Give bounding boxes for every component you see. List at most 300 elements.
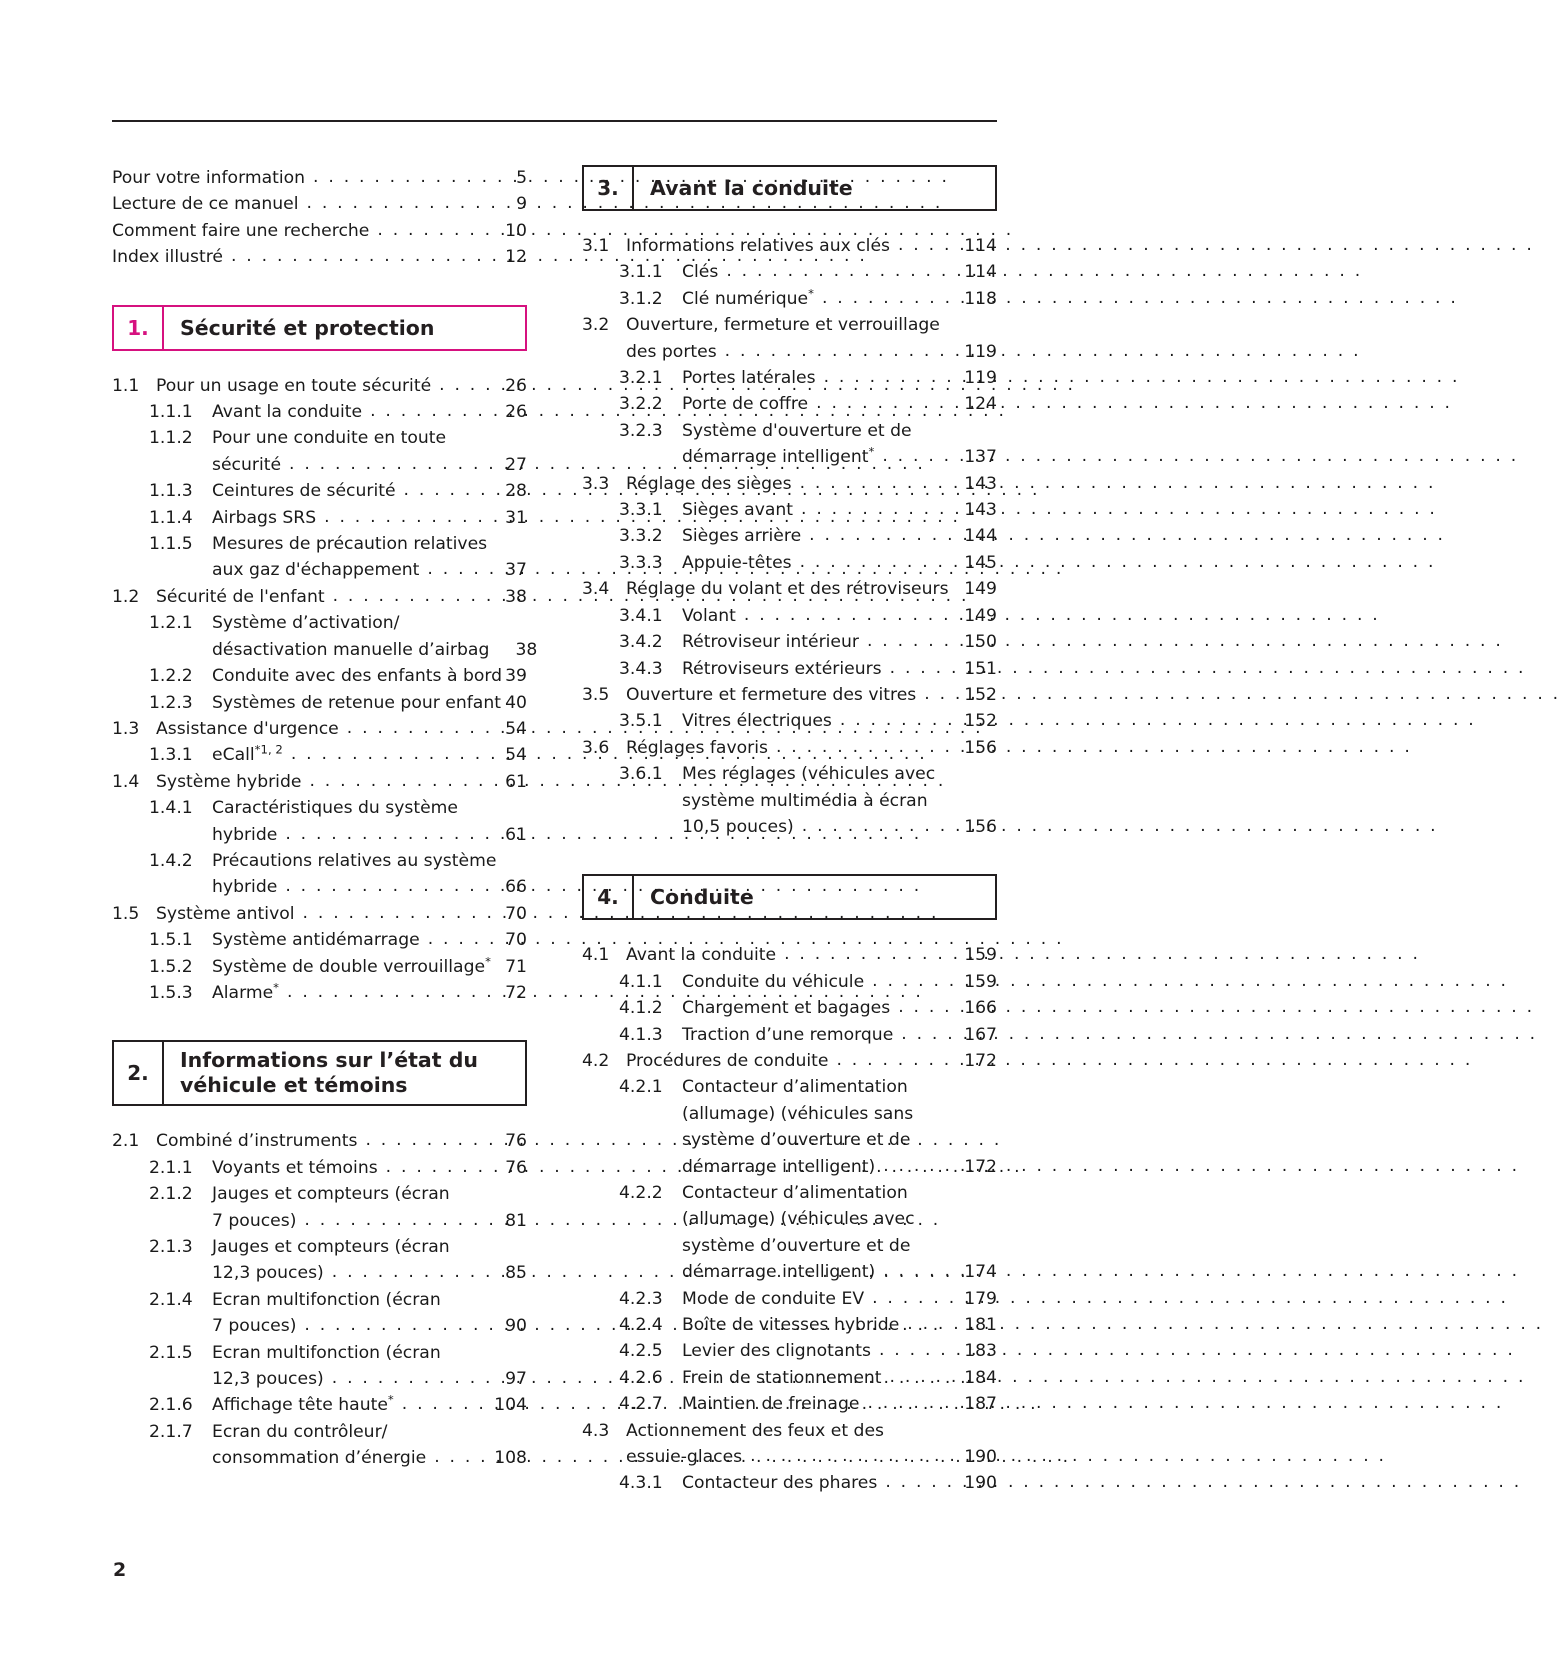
dot-leader	[816, 396, 957, 418]
toc-entry-label: Réglage du volant et des rétroviseurs	[626, 579, 949, 600]
section-number: 4.	[584, 876, 634, 918]
toc-entry-number: 1.1.5	[149, 534, 193, 555]
toc-entry-line	[212, 637, 538, 663]
toc-entry[interactable]	[112, 663, 527, 689]
toc-entry-page: 179	[964, 1288, 997, 1309]
toc-entry-label: Boîte de vitesses hybride	[682, 1315, 900, 1336]
section-title: Conduite	[650, 885, 754, 910]
dot-leader	[333, 588, 487, 610]
toc-entry-label: Mode de conduite EV	[682, 1288, 865, 1309]
toc-entry-label: hybride	[212, 824, 278, 845]
dot-leader	[324, 509, 487, 531]
toc-entry-label: Porte de coffre	[682, 394, 809, 415]
toc-entry-number: 4.3.1	[619, 1473, 663, 1494]
toc-entry-number: 3.3.3	[619, 552, 663, 573]
dot-leader	[404, 483, 487, 505]
toc-entry-line	[682, 1233, 997, 1259]
toc-entry-page: 72	[505, 982, 527, 1003]
dot-leader	[309, 773, 487, 795]
toc-entry[interactable]	[112, 901, 527, 927]
toc-entry-label-wrap	[682, 1286, 957, 1312]
toc-entry[interactable]	[112, 690, 527, 716]
dot-leader	[890, 1369, 957, 1391]
front-matter-list	[112, 165, 527, 271]
dot-leader	[744, 607, 957, 629]
front-matter-page: 9	[516, 194, 527, 215]
toc-entry-line	[212, 1208, 527, 1234]
toc-entry-label: Pour un usage en toute sécurité	[156, 375, 432, 396]
toc-entry[interactable]	[582, 286, 997, 312]
toc-entry-number: 1.2	[112, 586, 140, 607]
toc-entry-label-wrap	[682, 656, 957, 682]
toc-entry-label: (allumage) (véhicules avec	[682, 1209, 915, 1230]
toc-entry-label: Mesures de précaution relatives	[212, 534, 488, 555]
toc-entry-number: 3.4	[582, 579, 610, 600]
dot-leader	[800, 554, 957, 576]
toc-entry-page: 70	[505, 930, 527, 951]
toc-entry-label: Contacteur des phares	[682, 1473, 878, 1494]
toc-entry-label: Procédures de conduite	[626, 1050, 829, 1071]
toc-entry[interactable]	[112, 716, 527, 742]
toc-entry-number: 3.2.2	[619, 394, 663, 415]
page-top-rule	[112, 120, 997, 122]
toc-entry-number: 4.3	[582, 1420, 610, 1441]
footnote-mark: *	[387, 1392, 394, 1407]
toc-entry-label: Alarme*	[212, 980, 279, 1003]
toc-entry[interactable]	[112, 505, 527, 531]
front-matter-entry[interactable]	[112, 165, 527, 191]
toc-entry-page: 187	[964, 1394, 997, 1415]
toc-entry-label: Frein de stationnement	[682, 1367, 882, 1388]
toc-entry-page: 26	[505, 402, 527, 423]
toc-entry-page: 76	[505, 1157, 527, 1178]
toc-entry[interactable]	[112, 954, 527, 980]
section-header[interactable]	[112, 305, 527, 351]
toc-entry-number: 4.2.4	[619, 1315, 663, 1336]
dot-leader	[434, 1450, 487, 1472]
toc-entry-label-block	[212, 1340, 527, 1393]
dot-leader	[776, 739, 957, 761]
front-matter-entry[interactable]	[112, 244, 527, 270]
toc-entry[interactable]	[582, 629, 997, 655]
dot-leader	[370, 403, 487, 425]
dot-leader	[231, 249, 487, 271]
toc-entry-label: Levier des clignotants	[682, 1341, 871, 1362]
toc-entry[interactable]	[582, 312, 997, 365]
toc-entry-page: 184	[964, 1367, 997, 1388]
toc-entry-label-wrap	[212, 690, 501, 716]
toc-entry-number: 3.6	[582, 737, 610, 758]
dot-leader	[885, 1475, 957, 1497]
toc-entry-page: 152	[964, 711, 997, 732]
toc-entry-page: 39	[505, 666, 527, 687]
toc-entry-page: 119	[964, 341, 997, 362]
section-header[interactable]	[112, 1040, 527, 1106]
toc-entry-label-wrap	[212, 505, 487, 531]
toc-entry-number: 2.1.3	[149, 1237, 193, 1257]
toc-entry-number: 3.2.3	[619, 420, 663, 441]
toc-entry-number: 4.1.1	[619, 971, 663, 992]
section-number: 2.	[114, 1042, 164, 1104]
toc-entry-line	[212, 1234, 527, 1260]
toc-entry-label: Système hybride	[156, 771, 302, 792]
toc-entry-number: 1.1.1	[149, 402, 193, 423]
toc-entry-number: 3.2.1	[619, 368, 663, 389]
toc-entry-number: 1.4.2	[149, 850, 193, 871]
toc-entry[interactable]	[112, 848, 527, 901]
toc-entry-label: Ecran multifonction (écran	[212, 1342, 441, 1363]
toc-entry-label: 12,3 pouces)	[212, 1263, 324, 1284]
toc-entry-line	[626, 312, 997, 338]
toc-entry-line	[626, 339, 997, 365]
toc-entry-page: 108	[494, 1448, 527, 1469]
toc-entry-line	[682, 1101, 997, 1127]
toc-entry-number: 1.3	[112, 718, 140, 739]
toc-entry-page: 40	[505, 692, 527, 713]
front-matter-label: Index illustré	[112, 247, 223, 268]
toc-entry-label-wrap	[682, 1338, 957, 1364]
toc-entry-line	[212, 610, 527, 636]
toc-entry-number: 4.1	[582, 945, 610, 966]
toc-entry-label-block	[212, 610, 538, 663]
toc-entry-label: Conduite du véhicule	[682, 971, 865, 992]
toc-entry[interactable]	[582, 1338, 997, 1364]
toc-entry-number: 3.4.2	[619, 632, 663, 653]
toc-entry-line	[212, 425, 527, 451]
toc-entry-label-wrap	[212, 742, 487, 768]
dot-leader	[824, 369, 957, 391]
toc-entry-page: 166	[964, 998, 997, 1019]
toc-entry-page: 145	[964, 552, 997, 573]
toc-entry-page: 143	[964, 473, 997, 494]
toc-entry-number: 1.5.3	[149, 982, 193, 1003]
toc-entry-page: 190	[964, 1473, 997, 1494]
toc-entry-label: Actionnement des feux et des	[626, 1420, 884, 1441]
toc-entry-label: Appuie-têtes	[682, 552, 792, 573]
toc-entry[interactable]	[112, 425, 527, 478]
toc-entry[interactable]	[582, 1470, 997, 1496]
toc-entry-number: 2.1.7	[149, 1421, 193, 1442]
front-matter-label-wrap	[112, 191, 487, 217]
toc-entry-page: 70	[505, 903, 527, 924]
dot-leader	[291, 747, 487, 769]
front-matter-page: 10	[505, 220, 527, 241]
dot-leader	[867, 1396, 957, 1418]
toc-entry-page: 172	[964, 1050, 997, 1071]
toc-entry[interactable]	[112, 478, 527, 504]
dot-leader	[428, 932, 487, 954]
section-title: Avant la conduite	[650, 176, 853, 200]
toc-entry-label: Ceintures de sécurité	[212, 481, 396, 502]
toc-entry-page: 37	[505, 560, 527, 581]
toc-entry-page: 183	[964, 1341, 997, 1362]
toc-entry-number: 1.3.1	[149, 745, 193, 766]
toc-entry[interactable]	[582, 656, 997, 682]
toc-entry-page: 85	[505, 1263, 527, 1284]
toc-entry-line	[626, 1418, 997, 1444]
dot-leader	[882, 449, 957, 471]
toc-entry-label: Mes réglages (véhicules avec	[682, 764, 936, 785]
footnote-mark: *	[485, 953, 491, 968]
toc-entry-label: Vitres électriques	[682, 711, 832, 732]
toc-entry-label: Voyants et témoins	[212, 1157, 378, 1178]
toc-entry-page: 156	[964, 737, 997, 758]
toc-entry[interactable]	[112, 399, 527, 425]
toc-entry-label-wrap	[156, 901, 487, 927]
toc-entry-label-wrap	[156, 1128, 487, 1154]
dot-leader	[365, 1133, 487, 1155]
toc-entry-line	[212, 557, 527, 583]
dot-leader	[726, 264, 957, 286]
toc-entry-label: 7 pouces)	[212, 1210, 297, 1231]
toc-entry[interactable]	[582, 1286, 997, 1312]
toc-entry-page: 144	[964, 526, 997, 547]
dot-leader	[809, 528, 957, 550]
dot-leader	[890, 660, 957, 682]
toc-entry-page: 28	[505, 481, 527, 502]
toc-entry-number: 4.2.3	[619, 1288, 663, 1309]
toc-entry-label-wrap	[156, 373, 487, 399]
toc-entry-page: 174	[964, 1262, 997, 1283]
footnote-mark: *1, 2	[254, 742, 283, 757]
toc-entry-line	[212, 1313, 527, 1339]
dot-leader	[801, 501, 957, 523]
dot-leader	[285, 879, 487, 901]
front-matter-page: 5	[516, 168, 527, 188]
toc-entry-line	[212, 795, 527, 821]
footnote-mark: *	[273, 980, 279, 995]
toc-entry[interactable]	[112, 1181, 527, 1234]
dot-leader	[800, 475, 957, 497]
toc-entry[interactable]	[112, 927, 527, 953]
toc-entry-page: 137	[964, 447, 997, 468]
toc-entry-label-block	[212, 1287, 527, 1340]
toc-entry-label: Portes latérales	[682, 368, 816, 389]
toc-entry-page: 151	[964, 658, 997, 679]
toc-entry[interactable]	[112, 742, 527, 768]
front-matter-label: Lecture de ce manuel	[112, 194, 299, 215]
dot-leader	[427, 562, 487, 584]
toc-entry[interactable]	[112, 1128, 527, 1154]
toc-columns	[112, 165, 997, 1497]
toc-entry-label-block	[212, 848, 527, 901]
toc-entry-page: 97	[505, 1369, 527, 1390]
toc-entry-number: 1.5.2	[149, 956, 193, 977]
toc-entry-line	[682, 1074, 997, 1100]
dot-leader	[901, 1026, 957, 1048]
toc-entry[interactable]	[112, 1392, 527, 1418]
toc-entry-label: Précautions relatives au système	[212, 850, 497, 871]
toc-entry[interactable]	[582, 682, 997, 708]
toc-entry-page: 31	[505, 507, 527, 528]
dot-leader	[898, 237, 957, 259]
toc-entry-number: 3.4.3	[619, 658, 663, 679]
toc-entry[interactable]	[112, 769, 527, 795]
toc-entry-label: Système d’activation/	[212, 613, 400, 634]
toc-column-left	[112, 165, 538, 1497]
toc-entry-label: Ouverture, fermeture et verrouillage	[626, 315, 940, 336]
toc-entry-label: Contacteur d’alimentation	[682, 1077, 908, 1098]
toc-entry-page: 118	[964, 288, 997, 309]
toc-entry[interactable]	[112, 373, 527, 399]
toc-entry-label: Réglage des sièges	[626, 473, 792, 494]
front-matter-label-wrap	[112, 244, 487, 270]
toc-entry-line	[212, 1260, 527, 1286]
dot-leader	[386, 1159, 487, 1181]
toc-entry[interactable]	[112, 1340, 527, 1393]
toc-entry-label: Système de double verrouillage*	[212, 953, 491, 977]
toc-entry-label: (allumage) (véhicules sans	[682, 1103, 914, 1124]
toc-entry-number: 1.4.1	[149, 798, 193, 819]
toc-entry-line	[212, 822, 527, 848]
toc-entry-label: consommation d’énergie	[212, 1448, 427, 1469]
toc-entry-page: 159	[964, 945, 997, 966]
toc-entry-label: Ecran du contrôleur/	[212, 1421, 388, 1442]
toc-entry-label: 7 pouces)	[212, 1316, 297, 1337]
toc-entry-number: 3.4.1	[619, 605, 663, 626]
toc-entry-number: 1.2.2	[149, 666, 193, 687]
dot-leader	[304, 1318, 487, 1340]
dot-leader	[883, 1158, 957, 1180]
toc-entry-number: 3.3	[582, 473, 610, 494]
toc-entry-label-wrap	[156, 716, 487, 742]
dot-leader	[347, 720, 487, 742]
toc-entry-number: 1.2.3	[149, 692, 193, 713]
toc-entry-label: Rétroviseur intérieur	[682, 632, 859, 653]
toc-entry-label: système d’ouverture et de	[682, 1235, 911, 1256]
toc-entry-number: 3.1	[582, 236, 610, 256]
toc-entry-number: 1.1	[112, 375, 140, 396]
front-matter-entry[interactable]	[112, 191, 527, 217]
toc-entry[interactable]	[112, 584, 527, 610]
front-matter-label: Pour votre information	[112, 168, 306, 188]
dot-leader	[377, 222, 487, 244]
toc-entry-page: 114	[964, 262, 997, 283]
toc-entry[interactable]	[112, 531, 527, 584]
section-number: 3.	[584, 167, 634, 209]
toc-entry[interactable]	[112, 795, 527, 848]
toc-entry-number: 1.1.4	[149, 507, 193, 528]
dot-leader	[332, 1370, 487, 1392]
toc-entry-label: Sécurité de l'enfant	[156, 586, 325, 607]
toc-entry-number: 3.5.1	[619, 711, 663, 732]
dot-leader	[898, 1000, 957, 1022]
toc-entry-label-wrap	[212, 478, 487, 504]
toc-entry-number: 1.1.3	[149, 481, 193, 502]
front-matter-entry[interactable]	[112, 218, 527, 244]
toc-entry[interactable]	[582, 1048, 997, 1074]
toc-entry[interactable]	[112, 980, 527, 1006]
toc-entry-page: 119	[964, 368, 997, 389]
toc-entry-label-wrap	[626, 1048, 957, 1074]
toc-entry-number: 2.1.5	[149, 1342, 193, 1363]
toc-entry-label: désactivation manuelle d’airbag	[212, 639, 490, 660]
toc-entry-page: 38	[515, 639, 538, 660]
toc-entry-label: 10,5 pouces)	[682, 816, 794, 837]
dot-leader	[313, 169, 487, 191]
toc-entry-label: Traction d’une remorque	[682, 1024, 894, 1045]
toc-entry-label: Conduite avec des enfants à bord	[212, 666, 503, 687]
toc-entry-number: 3.6.1	[619, 764, 663, 785]
toc-entry[interactable]	[112, 1234, 527, 1287]
toc-entry-label-wrap	[156, 584, 487, 610]
toc-entry-page: 167	[964, 1024, 997, 1045]
toc-entry-number: 4.1.2	[619, 998, 663, 1019]
toc-entry-label: Ecran multifonction (écran	[212, 1289, 441, 1310]
toc-entry-label: Système d'ouverture et de	[682, 420, 912, 441]
toc-entry-label: Jauges et compteurs (écran	[212, 1184, 450, 1205]
toc-entry-line	[212, 1445, 527, 1471]
toc-entry-number: 1.5	[112, 903, 140, 924]
dot-leader	[307, 196, 487, 218]
toc-entry-label: Combiné d’instruments	[156, 1131, 358, 1152]
toc-entry-line	[212, 452, 527, 478]
dot-leader	[872, 1290, 957, 1312]
toc-entry-number: 2.1.6	[149, 1395, 193, 1416]
toc-entry-number: 1.1.2	[149, 428, 193, 449]
toc-entry-line	[212, 874, 527, 900]
front-matter-label-wrap	[112, 218, 487, 244]
toc-entry-label: Clés	[682, 262, 719, 283]
toc-entry-label: Sièges arrière	[682, 526, 802, 547]
toc-entry[interactable]	[582, 1022, 997, 1048]
toc-entry-number: 2.1.1	[149, 1157, 193, 1178]
toc-entry-label-wrap	[212, 399, 487, 425]
toc-entry-number: 2.1.2	[149, 1184, 193, 1205]
toc-entry[interactable]	[112, 610, 538, 663]
toc-entry-label: Assistance d'urgence	[156, 718, 339, 739]
toc-entry-label-wrap	[682, 629, 957, 655]
toc-entry-line	[212, 848, 527, 874]
toc-entry-label: des portes	[626, 341, 717, 362]
toc-entry-line	[212, 1366, 527, 1392]
front-matter-label: Comment faire une recherche	[112, 220, 370, 241]
dot-leader	[867, 634, 957, 656]
toc-entry-number: 4.2.1	[619, 1077, 663, 1098]
toc-entry[interactable]	[112, 1287, 527, 1340]
toc-entry-number: 4.1.3	[619, 1024, 663, 1045]
dot-leader	[802, 818, 957, 840]
front-matter-label-wrap	[112, 165, 487, 191]
toc-entry-page: 81	[505, 1210, 527, 1231]
toc-entry-page: 71	[505, 956, 527, 977]
toc-entry-page: 61	[505, 824, 527, 845]
toc-entry-label: Système antidémarrage	[212, 930, 420, 951]
toc-entry-number: 1.2.1	[149, 613, 193, 634]
toc-entry-number: 3.3.2	[619, 526, 663, 547]
toc-entry-label-wrap	[626, 682, 957, 708]
dot-leader	[750, 1448, 957, 1470]
toc-entry-label-block	[212, 1419, 527, 1472]
toc-entry-page: 114	[964, 236, 997, 256]
toc-entry-label-block	[212, 531, 527, 584]
toc-entry-label: Clé numérique*	[682, 286, 814, 309]
toc-entry-number: 4.2.6	[619, 1367, 663, 1388]
toc-entry[interactable]	[112, 1419, 527, 1472]
toc-entry-page: 26	[505, 375, 527, 396]
toc-entry-label: aux gaz d'échappement	[212, 560, 420, 581]
toc-entry[interactable]	[112, 1155, 527, 1181]
toc-entry-page: 159	[964, 971, 997, 992]
toc-entry-line	[212, 1181, 527, 1207]
toc-entry-label: eCall$^{*1, 2}$	[212, 742, 283, 766]
toc-entry-number: 3.1.1	[619, 262, 663, 283]
toc-entry-page: 149	[964, 605, 997, 626]
toc-entry-page: 54	[505, 718, 527, 739]
toc-entry-label: sécurité	[212, 454, 282, 475]
toc-entry-label: 12,3 pouces)	[212, 1369, 324, 1390]
toc-entry-line	[212, 1340, 527, 1366]
